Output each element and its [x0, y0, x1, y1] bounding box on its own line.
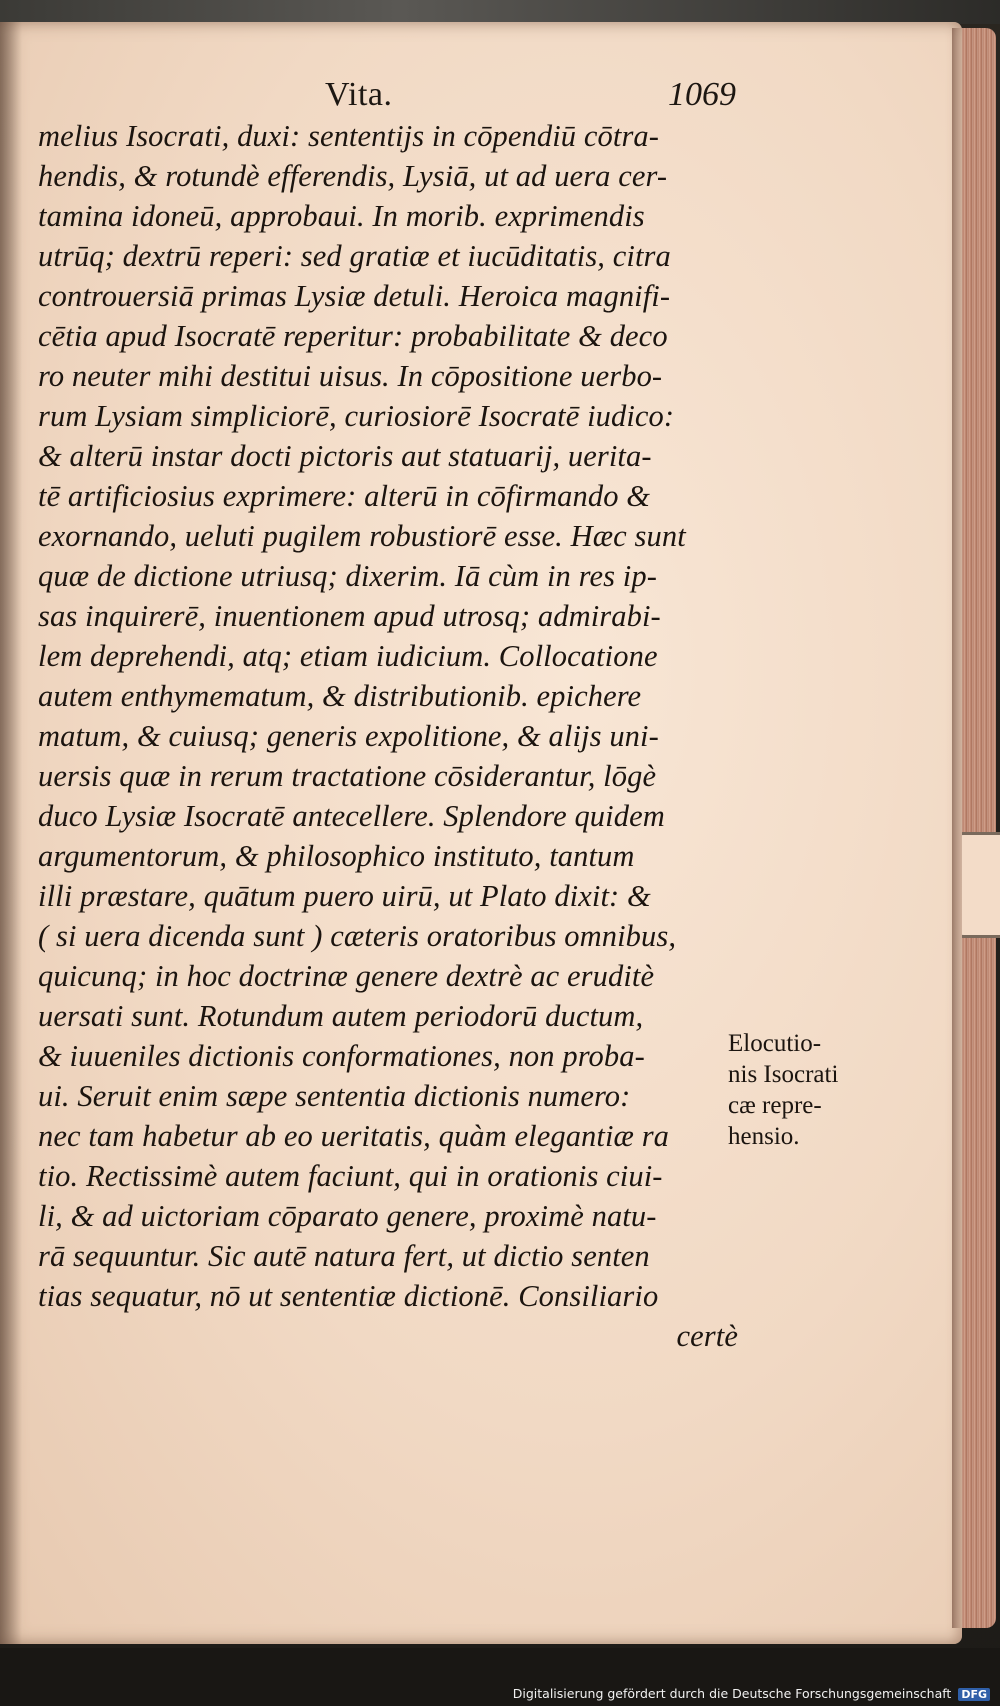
page-number: 1069	[668, 76, 736, 113]
marginal-note-line: cæ repre-	[728, 1092, 822, 1119]
credit-text: Digitalisierung gefördert durch die Deutsche Forschungsgemeinschaft	[512, 1686, 952, 1701]
text-line: tio. Rectissimè autem faciunt, qui in orationis ciui-	[38, 1159, 663, 1193]
text-line: exornando, ueluti pugilem robustiorē esse. Hæc sunt	[38, 519, 686, 553]
text-line: matum, & cuiusq; generis expolitione, & alijs uni-	[38, 719, 659, 753]
text-line: tias sequatur, nō ut sententiæ dictionē. Consiliario	[38, 1279, 659, 1313]
text-line: lem deprehendi, atq; etiam iudicium. Collocatione	[38, 639, 658, 673]
catchword: certè	[676, 1319, 738, 1353]
digitization-credit	[513, 1686, 990, 1701]
marginal-note-line: Elocutio-	[728, 1030, 822, 1057]
text-line: uersis quæ in rerum tractatione cōsiderantur, lōgè	[38, 759, 657, 793]
text-line: cētia apud Isocratē reperitur: probabilitate & deco	[38, 319, 668, 353]
text-line: autem enthymematum, & distributionib. epichere	[38, 679, 642, 713]
main-text-block	[38, 116, 738, 1356]
text-line: li, & ad uictoriam cōparato genere, proximè natu-	[38, 1199, 657, 1233]
text-line: argumentorum, & philosophico instituto, tantum	[38, 839, 635, 873]
text-line: ui. Seruit enim sæpe sententia dictionis numero:	[38, 1079, 631, 1113]
marginal-note-line: nis Isocrati	[728, 1061, 839, 1088]
text-line: utrūq; dextrū reperi: sed gratiæ et iucūditatis, citra	[38, 239, 671, 273]
text-line: tē artificiosius exprimere: alterū in cōfirmando &	[38, 479, 651, 513]
marginal-note-line: hensio.	[728, 1123, 800, 1150]
running-head: Vita.	[325, 76, 393, 113]
text-line: uersati sunt. Rotundum autem periodorū ductum,	[38, 999, 644, 1033]
text-line: duco Lysiæ Isocratē antecellere. Splendore quidem	[38, 799, 665, 833]
text-line: & iuueniles dictionis conformationes, non proba-	[38, 1039, 645, 1073]
text-line: ro neuter mihi destitui uisus. In cōpositione uerbo-	[38, 359, 663, 393]
text-line: ( si uera dicenda sunt ) cæteris oratoribus omnibus,	[38, 919, 677, 953]
page-edge-shadow	[952, 28, 962, 1628]
text-line: rā sequuntur. Sic autē natura fert, ut dictio senten	[38, 1239, 650, 1273]
text-line: illi præstare, quātum puero uirū, ut Plato dixit: &	[38, 879, 651, 913]
text-line: quicunq; in hoc doctrinæ genere dextrè ac eruditè	[38, 959, 655, 993]
text-line: & alterū instar docti pictoris aut statuarij, uerita-	[38, 439, 652, 473]
book-cover-top-edge	[0, 0, 1000, 24]
text-line: tamina idoneū, approbaui. In morib. exprimendis	[38, 199, 645, 233]
text-line: melius Isocrati, duxi: sententijs in cōpendiū cōtra-	[38, 119, 660, 153]
text-line: controuersiā primas Lysiæ detuli. Heroica magnifi-	[38, 279, 671, 313]
dfg-logo: DFG	[958, 1688, 990, 1701]
book-page-edges	[958, 28, 996, 1628]
text-line: hendis, & rotundè efferendis, Lysiā, ut ad uera cer-	[38, 159, 668, 193]
text-line: nec tam habetur ab eo ueritatis, quàm elegantiæ ra	[38, 1119, 670, 1153]
marginal-note	[728, 1028, 838, 1152]
text-line: sas inquirerē, inuentionem apud utrosq; admirabi-	[38, 599, 661, 633]
text-line: quæ de dictione utriusq; dixerim. Iā cùm in res ip-	[38, 559, 657, 593]
text-line: rum Lysiam simpliciorē, curiosiorē Isocratē iudico:	[38, 399, 675, 433]
